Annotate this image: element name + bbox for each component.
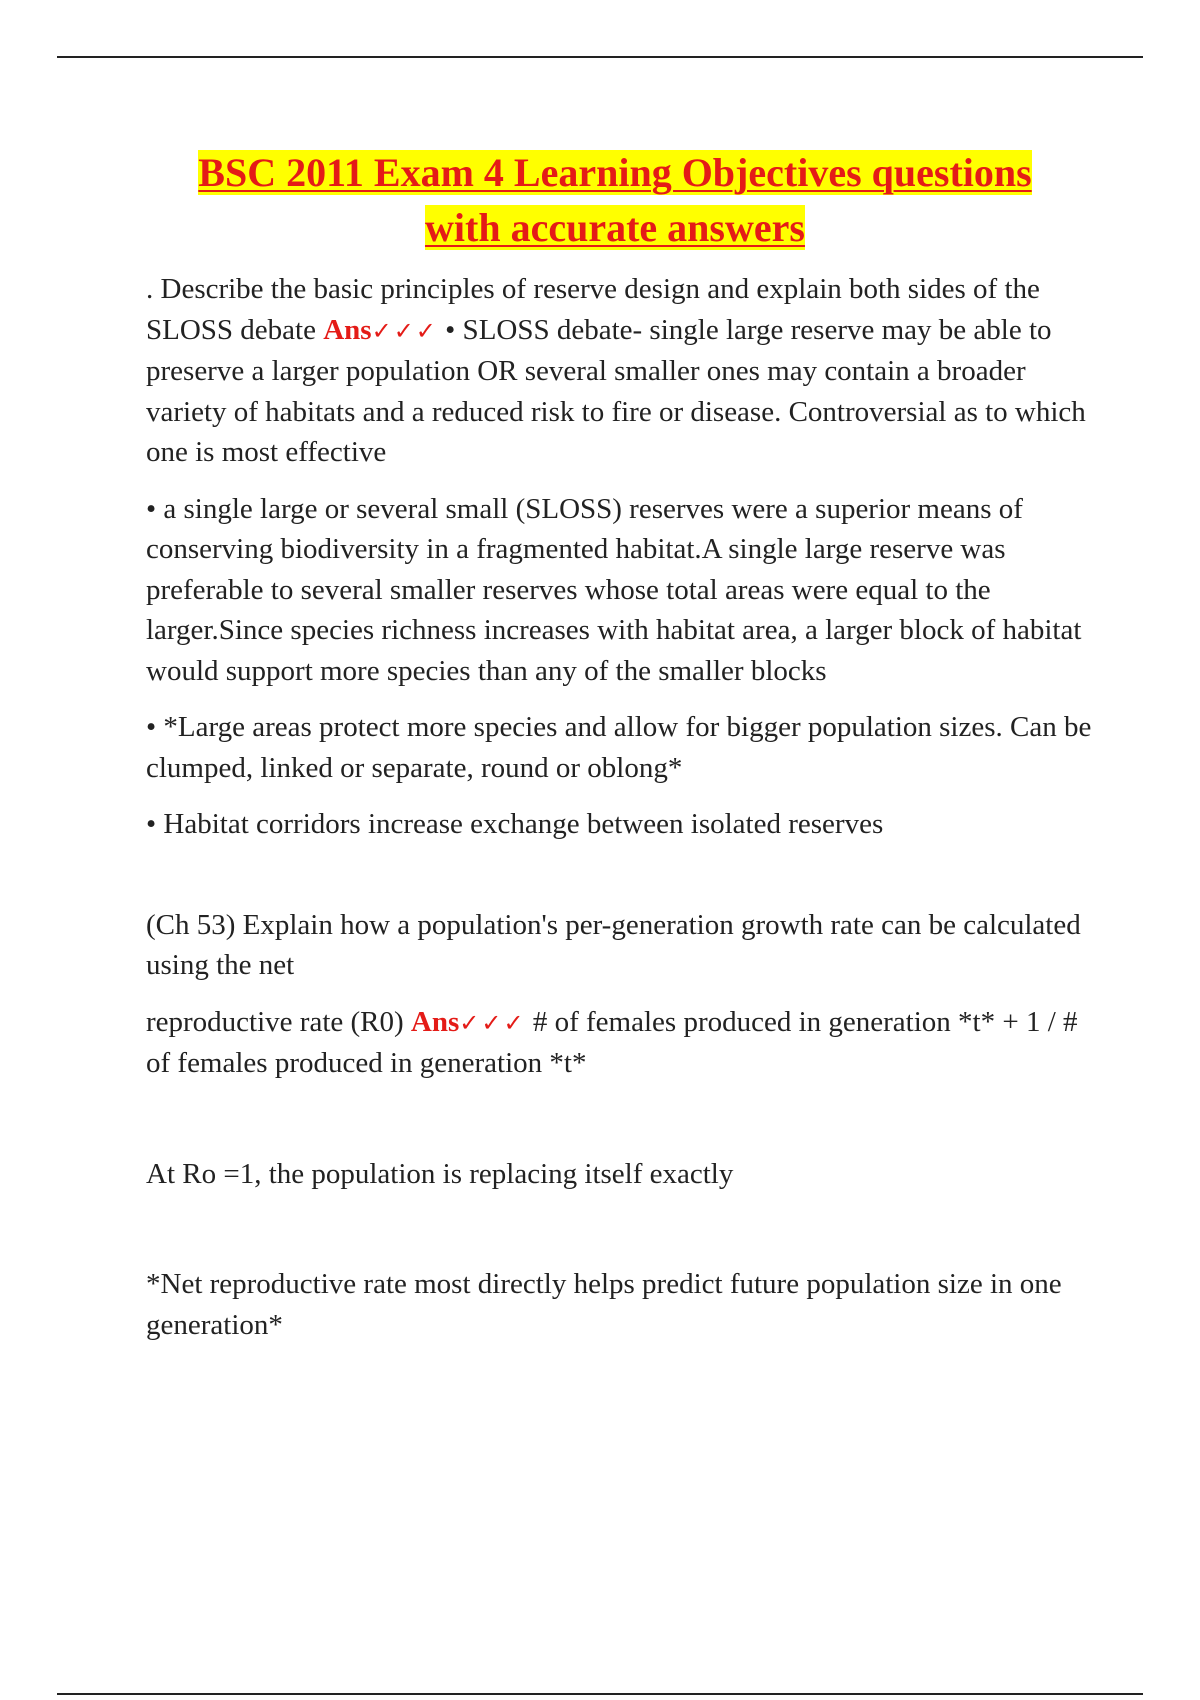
title-line-2: with accurate answers [425,205,805,250]
q2-ans-label: Ans [410,1005,460,1038]
q1-ans-label: Ans [323,313,372,346]
q2-note-1: At Ro =1, the population is replacing itself exactly [146,1157,734,1190]
q2-answer: # of females produced in generation *t* + 1 / # of females produced in generation *t* [146,1005,1078,1079]
q1-bullet-3: • Habitat corridors increase exchange between isolated reserves [146,808,884,840]
q1-paragraph [146,269,1096,473]
bottom-rule [57,1693,1143,1695]
q1-bullet-2: • *Large areas protect more species and allow for bigger population sizes. Can be clumped, linked or separate, round or oblong* [146,711,1092,784]
q2-note-2: *Net reproductive rate most directly helps predict future population size in one generation* [146,1268,1062,1341]
q1-checkmark-icon: ✓✓✓ [371,316,438,345]
q2-question-part1: (Ch 53) Explain how a population's per-generation growth rate can be calculated using the net [146,908,1081,981]
q2-checkmark-icon: ✓✓✓ [459,1008,526,1037]
q1-bullet-1: • a single large or several small (SLOSS) reserves were a superior means of conserving biodiversity in a fragmented habitat.A single large reserve was preferable to several smaller reserves whose total areas were equal to the larger.Since species richness increases with habitat area, a larger block of habitat would support more species than any of the smaller blocks [146,492,1082,687]
q1-question: . Describe the basic principles of reserve design and explain both sides of the SLOSS debate [146,273,1040,346]
q2-question-part2: reproductive rate (R0) [146,1005,404,1038]
q1-answer: • SLOSS debate- single large reserve may be able to preserve a larger population OR several smaller ones may contain a broader variety of habitats and a reduced risk to fire or disease. Controversial as to which one is most effective [146,313,1086,468]
top-rule [57,56,1143,58]
document-title [90,145,1140,255]
title-line-1: BSC 2011 Exam 4 Learning Objectives questions [198,150,1032,195]
q2-paragraph [146,1002,1096,1084]
document-body [146,269,1096,1361]
